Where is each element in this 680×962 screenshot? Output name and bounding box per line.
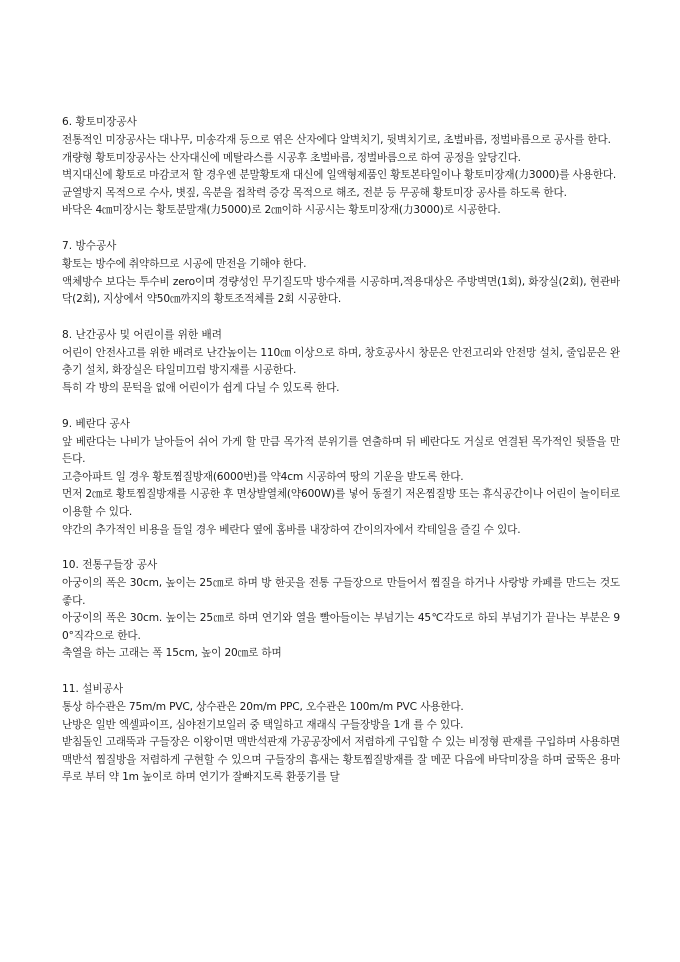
section-10-gudeul-floor <box>62 556 620 663</box>
section-heading: 7. 방수공사 <box>62 239 117 252</box>
section-heading: 8. 난간공사 및 어린이를 위한 배려 <box>62 328 222 341</box>
paragraph: 아궁이의 폭은 30cm. 높이는 25㎝로 하며 연기와 열을 빨아들이는 부넘기는 45℃각도로 하되 부넘기가 끝나는 부분은 90°직각으로 한다. <box>62 612 620 642</box>
paragraph: 난방은 일반 엑셀파이프, 심야전기보일러 중 택일하고 재래식 구들장방을 1개 를 수 있다. <box>62 718 464 731</box>
section-8-railing-child-safety <box>62 326 620 398</box>
paragraph: 받침돌인 고래뚝과 구들장은 이왕이면 맥반석판재 가공공장에서 저렴하게 구입할 수 있는 비정형 판재를 구입하며 사용하면 맥반석 찜질방을 저렴하게 구현할 수 있으며 구들장의 흠새는 황토찜질방재를 잘 메꾼 다음에 바닥미장을 하며 굴뚝은 용마루로 부터 약 1m 높이로 하며 연기가 잘빠지도록 환풍기를 달 <box>62 736 620 784</box>
paragraph: 어린이 안전사고를 위한 배려로 난간높이는 110㎝ 이상으로 하며, 창호공사시 창문은 안전고리와 안전망 설치, 줄입문은 완충기 설치, 화장실은 타일미끄럼 방지재를 시공한다. <box>62 346 620 377</box>
paragraph: 아궁이의 폭은 30cm, 높이는 25㎝로 하며 방 한곳을 전통 구들장으로 만들어서 찜질을 하거나 사랑방 카페를 만드는 것도 좋다. <box>62 577 620 607</box>
paragraph: 벽지대신에 황토로 마감코저 할 경우엔 분말황토재 대신에 일액형제품인 황토본타일이나 황토미장재(力3000)를 사용한다. <box>62 169 617 182</box>
section-heading: 11. 설비공사 <box>62 683 124 696</box>
section-heading: 10. 전통구들장 공사 <box>62 559 158 572</box>
paragraph: 고층아파트 일 경우 황토찜질방재(6000번)를 약4cm 시공하여 땅의 기운을 받도록 한다. <box>62 470 464 483</box>
paragraph: 약간의 추가적인 비용을 들일 경우 베란다 옆에 홈바를 내장하여 간이의자에서 칵테일을 즐길 수 있다. <box>62 523 521 536</box>
section-7-waterproofing <box>62 237 620 309</box>
paragraph: 전통적인 미장공사는 대나무, 미송각재 등으로 엮은 산자에다 알벽치기, 뒷벽치기로, 초벌바름, 정벌바름으로 공사를 한다. <box>62 134 611 146</box>
paragraph: 황토는 방수에 취약하므로 시공에 만전을 기해야 한다. <box>62 257 307 270</box>
section-11-plumbing <box>62 680 620 787</box>
section-heading: 9. 베란다 공사 <box>62 417 131 430</box>
paragraph: 개량형 황토미장공사는 산자대신에 메탈라스를 시공후 초벌바름, 정벌바름으로 하여 공정을 앞당긴다. <box>62 151 521 164</box>
paragraph: 축열을 하는 고래는 폭 15cm, 높이 20㎝로 하며 <box>62 647 282 660</box>
paragraph: 액체방수 보다는 투수비 zero이며 경량성인 무기질도막 방수재를 시공하며,적용대상은 주방벽면(1회), 화장실(2회), 현관바닥(2회), 지상에서 약50㎝까지의 황토조적체를 2회 시공한다. <box>62 275 620 306</box>
paragraph: 통상 하수관은 75m/m PVC, 상수관은 20m/m PPC, 오수관은 100m/m PVC 사용한다. <box>62 701 464 714</box>
paragraph: 균열방지 목적으로 수사, 볏짚, 옥분을 접착력 증강 목적으로 해조, 전분 등 무공해 황토미장 공사를 하도록 한다. <box>62 186 567 199</box>
section-heading: 6. 황토미장공사 <box>62 116 137 128</box>
paragraph: 바닥은 4㎝미장시는 황토분말재(力5000)로 2㎝이하 시공시는 황토미장재(力3000)로 시공한다. <box>62 204 501 217</box>
paragraph: 앞 베란다는 나비가 날아들어 쉬어 가게 할 만큼 목가적 분위기를 연출하며 뒤 베란다도 거실로 연결된 목가적인 뒷뜰을 만든다. <box>62 435 620 466</box>
section-9-veranda <box>62 415 620 540</box>
paragraph: 특히 각 방의 문턱을 없애 어린이가 쉽게 다닐 수 있도록 한다. <box>62 381 340 394</box>
section-6-plastering <box>62 113 620 220</box>
paragraph: 먼저 2㎝로 황토찜질방재를 시공한 후 면상발열체(약600W)를 넣어 동절기 저온찜질방 또는 휴식공간이나 어린이 놀이터로 이용할 수 있다. <box>62 488 620 518</box>
